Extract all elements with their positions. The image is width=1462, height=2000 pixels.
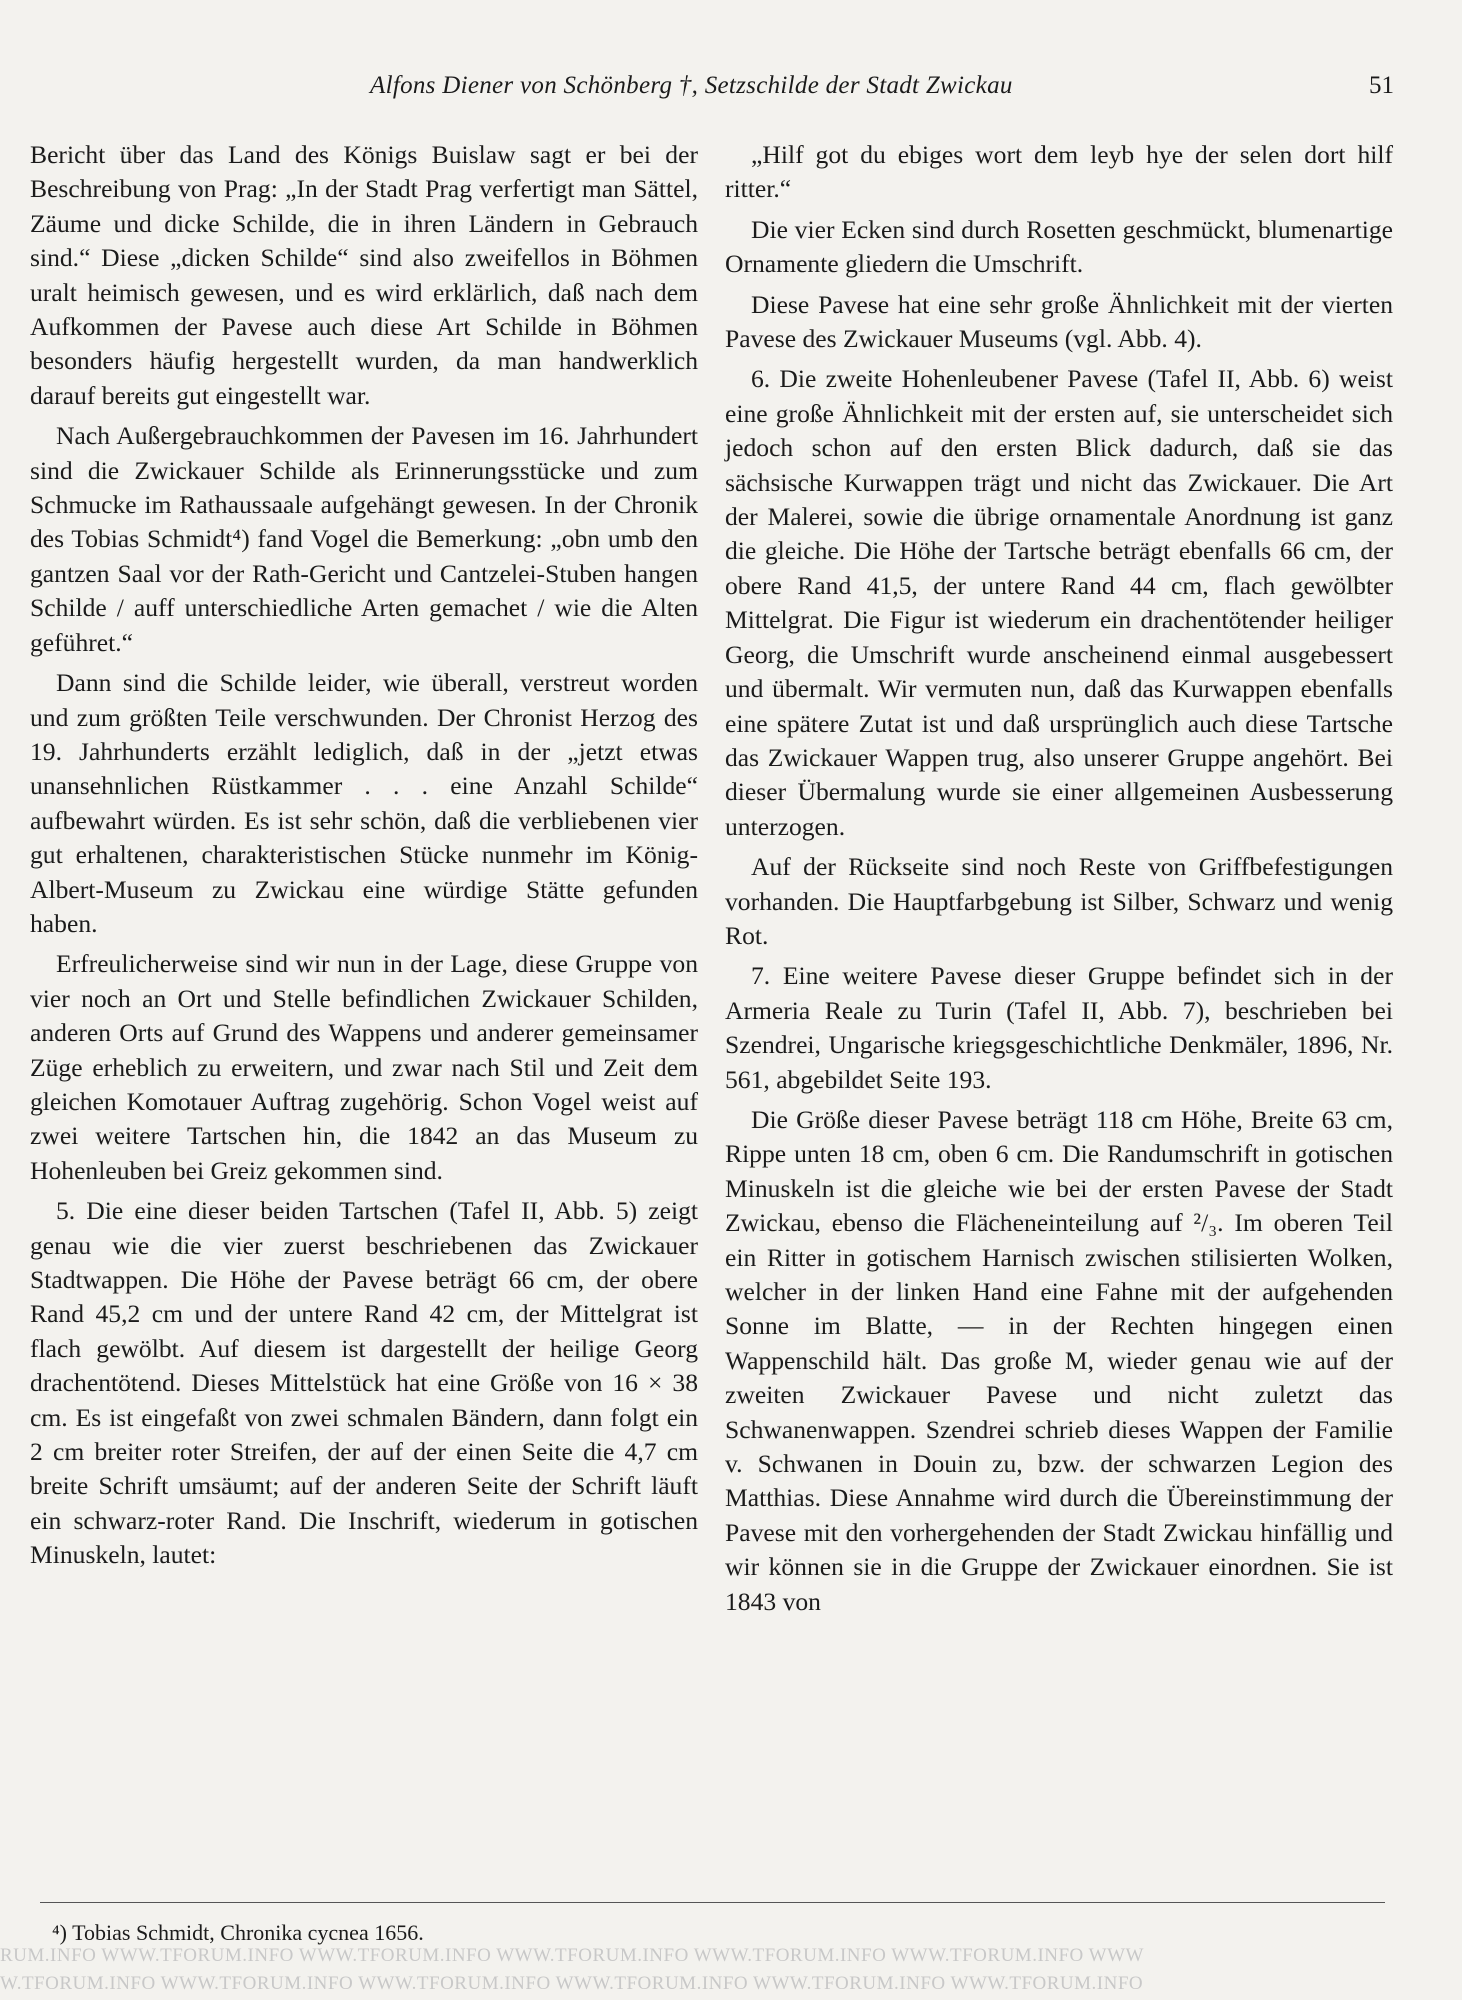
right-paragraph-4: 6. Die zweite Hohenleubener Pavese (Tafel II, Abb. 6) weist eine große Ähnlichkeit mit der ersten auf, sie unterscheidet sich jedoch schon auf den ersten Blick dadurch, daß sie das sächsische Kurwappen trägt und nicht das Zwickauer. Die Art der Malerei, sowie die übrige ornamentale Anordnung ist ganz die gleiche. Die Höhe der Tartsche beträgt ebenfalls 66 cm, der obere Rand 41,5, der untere Rand 44 cm, flach gewölbter Mittelgrat. Die Figur ist wiederum ein drachentötender heiliger Georg, die Umschrift wurde anscheinend einmal ausgebessert und übermalt. Wir vermuten nun, daß das Kurwappen ebenfalls eine spätere Zutat ist und daß ursprünglich auch diese Tartsche das Zwickauer Wappen trug, also unserer Gruppe angehört. Bei dieser Übermalung wurde sie einer allgemeinen Ausbesserung unterzogen. xyxy=(725,364,1393,841)
page-number: 51 xyxy=(1369,72,1394,99)
left-paragraph-3: Dann sind die Schilde leider, wie überall, verstreut worden und zum größten Teile verschwunden. Der Chronist Herzog des 19. Jahrhunderts erzählt lediglich, daß in der „jetzt etwas unansehnlichen Rüstkammer . . . eine Anzahl Schilde“ aufbewahrt würden. Es ist sehr schön, daß die verbliebenen vier gut erhaltenen, charakteristischen Stücke nunmehr im König-Albert-Museum zu Zwickau eine würdige Stätte gefunden haben. xyxy=(30,668,698,938)
left-paragraph-4: Erfreulicherweise sind wir nun in der Lage, diese Gruppe von vier noch an Ort und Stelle befindlichen Zwickauer Schilden, anderen Orts auf Grund des Wappens und anderer gemeinsamer Züge erheblich zu erweitern, und zwar nach Stil und Zeit dem gleichen Komotauer Auftrag zugehörig. Schon Vogel weist auf zwei weitere Tartschen hin, die 1842 an das Museum zu Hohenleuben bei Greiz gekommen sind. xyxy=(30,949,698,1185)
watermark-line-1: RUM.INFO WWW.TFORUM.INFO WWW.TFORUM.INFO WWW.TFORUM.INFO WWW.TFORUM.INFO WWW.TFORUM.INFO WWW xyxy=(0,1945,1144,1966)
watermark-line-2: W.TFORUM.INFO WWW.TFORUM.INFO WWW.TFORUM.INFO WWW.TFORUM.INFO WWW.TFORUM.INFO WWW.TFORUM.INFO xyxy=(0,1973,1144,1994)
footnote-divider xyxy=(40,1902,1385,1903)
left-paragraph-2: Nach Außergebrauchkommen der Pavesen im 16. Jahrhundert sind die Zwickauer Schilde als Erinnerungsstücke und zum Schmucke im Rathaussaale aufgehängt gewesen. In der Chronik des Tobias Schmidt⁴) fand Vogel die Bemerkung: „obn umb den gantzen Saal vor der Rath-Gericht und Cantzelei-Stuben hangen Schilde / auff unterschiedliche Arten gemachet / wie die Alten geführet.“ xyxy=(30,421,698,657)
right-paragraph-7: Die Größe dieser Pavese beträgt 118 cm Höhe, Breite 63 cm, Rippe unten 18 cm, oben 6 cm. Die Randumschrift in gotischen Minuskeln ist die gleiche wie bei der ersten Pavese der Stadt Zwickau, ebenso die Flächeneinteilung auf ²/₃. Im oberen Teil ein Ritter in gotischem Harnisch zwischen stilisierten Wolken, welcher in der linken Hand eine Fahne mit der aufgehenden Sonne im Blatte, — in der Rechten hingegen einen Wappenschild hält. Das große M, wieder genau wie auf der zweiten Zwickauer Pavese und nicht zuletzt das Schwanenwappen. Szendrei schrieb dieses Wappen der Familie v. Schwanen in Douin zu, bzw. der schwarzen Legion des Matthias. Diese Annahme wird durch die Übereinstimmung der Pavese mit den vorhergehenden der Stadt Zwickau hinfällig und wir können sie in die Gruppe der Zwickauer einordnen. Sie ist 1843 von xyxy=(725,1104,1393,1616)
right-paragraph-3: Diese Pavese hat eine sehr große Ähnlichkeit mit der vierten Pavese des Zwickauer Museums (vgl. Abb. 4). xyxy=(725,289,1393,354)
footnote: ⁴) Tobias Schmidt, Chronika cycnea 1656. xyxy=(52,1920,424,1945)
right-paragraph-2: Die vier Ecken sind durch Rosetten geschmückt, blumenartige Ornamente gliedern die Umschrift. xyxy=(725,214,1393,279)
running-header xyxy=(30,72,1394,112)
right-column xyxy=(725,138,1393,1625)
left-paragraph-5: 5. Die eine dieser beiden Tartschen (Tafel II, Abb. 5) zeigt genau wie die vier zuerst beschriebenen das Zwickauer Stadtwappen. Die Höhe der Pavese beträgt 66 cm, der obere Rand 45,2 cm und der untere Rand 42 cm, der Mittelgrat ist flach gewölbt. Auf diesem ist dargestellt der heilige Georg drachentötend. Dieses Mittelstück hat eine Größe von 16 × 38 cm. Es ist eingefaßt von zwei schmalen Bändern, dann folgt ein 2 cm breiter roter Streifen, der auf der einen Seite die 4,7 cm breite Schrift umsäumt; auf der anderen Seite der Schrift läuft ein schwarz-roter Rand. Die Inschrift, wiederum in gotischen Minuskeln, lautet: xyxy=(30,1196,698,1570)
inscription-quote: „Hilf got du ebiges wort dem leyb hye der selen dort hilf ritter.“ xyxy=(725,140,1393,204)
right-paragraph-5: Auf der Rückseite sind noch Reste von Griffbefestigungen vorhanden. Die Hauptfarbgebung ist Silber, Schwarz und wenig Rot. xyxy=(725,852,1393,950)
right-paragraph-6: 7. Eine weitere Pavese dieser Gruppe befindet sich in der Armeria Reale zu Turin (Tafel II, Abb. 7), beschrieben bei Szendrei, Ungarische kriegsgeschichtliche Denkmäler, 1896, Nr. 561, abgebildet Seite 193. xyxy=(725,961,1393,1094)
running-title: Alfons Diener von Schönberg †, Setzschilde der Stadt Zwickau xyxy=(370,72,1013,99)
left-paragraph-1: Bericht über das Land des Königs Buislaw sagt er bei der Beschreibung von Prag: „In der Stadt Prag verfertigt man Sättel, Zäume und dicke Schilde, die in ihren Ländern in Gebrauch sind.“ Diese „dicken Schilde“ sind also zweifellos in Böhmen uralt heimisch gewesen, und es wird erklärlich, daß nach dem Aufkommen der Pavese auch diese Art Schilde in Böhmen besonders häufig hergestellt wurden, da man handwerklich darauf bereits gut eingestellt war. xyxy=(30,140,698,410)
left-column xyxy=(30,138,698,1579)
